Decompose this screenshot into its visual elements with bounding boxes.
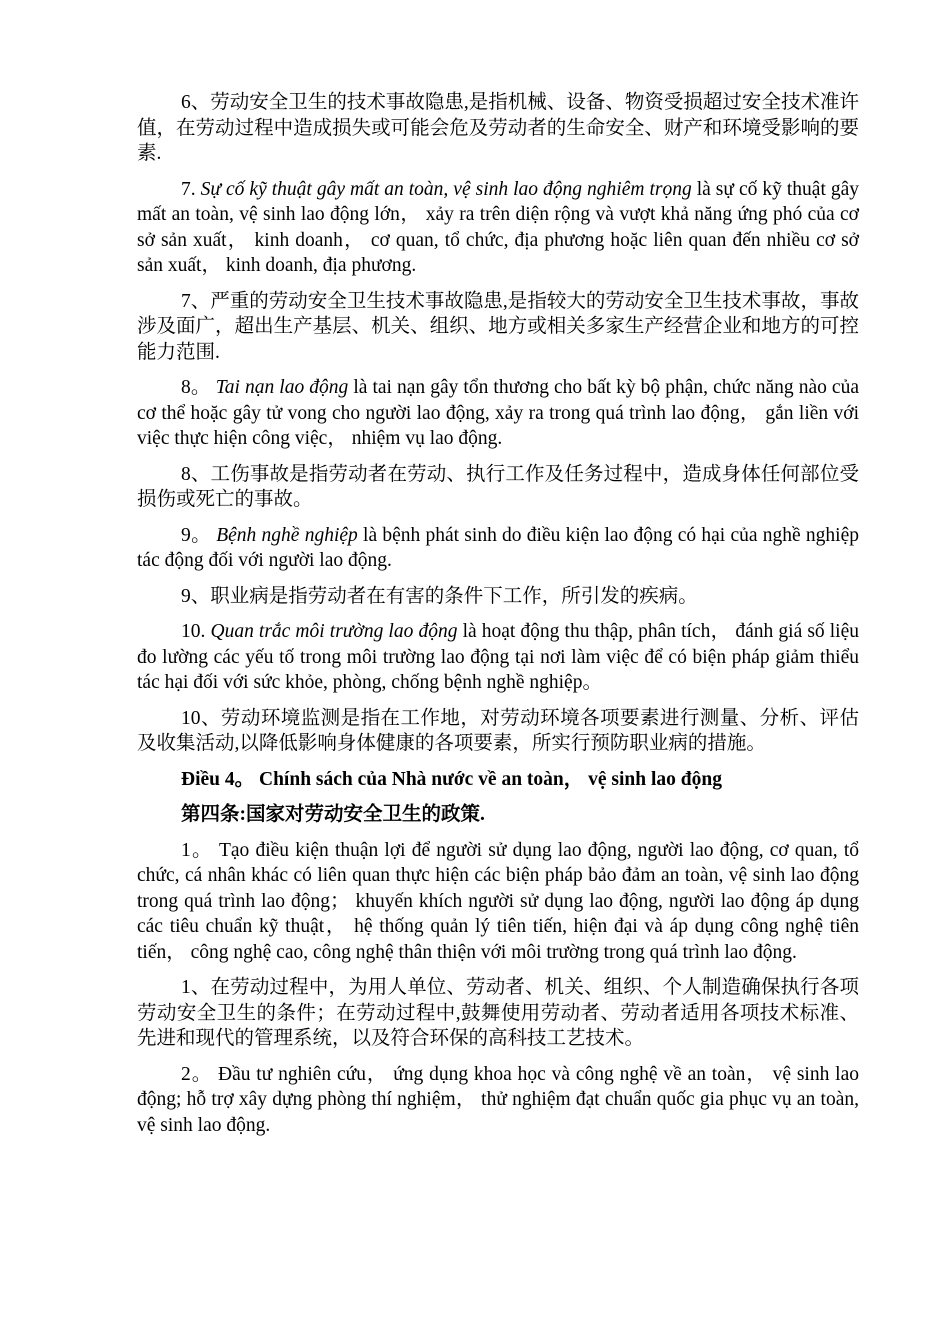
article-4-item-2-vi: 2。 Đầu tư nghiên cứu， ứng dụng khoa học và công nghệ về an toàn， vệ sinh lao động; hỗ trợ xây dựng phòng thí nghiệm， thử nghiệm đạt chuẩn quốc gia phục vụ an toàn, vệ sinh lao động. [137,1063,859,1136]
paragraph-10-zh: 10、劳动环境监测是指在工作地，对劳动环境各项要素进行测量、分析、评估及收集活动,以降低影响身体健康的各项要素，所实行预防职业病的措施。 [137,707,859,754]
article-4-item-1-zh: 1、在劳动过程中，为用人单位、劳动者、机关、组织、个人制造确保执行各项劳动安全卫生的条件；在劳动过程中,鼓舞使用劳动者、劳动者适用各项技术标准、先进和现代的管理系统，以及符合环保的高科技工艺技术。 [137,977,859,1049]
paragraph-8-vi: 8。 Tai nạn lao động là tai nạn gây tổn thương cho bất kỳ bộ phận, chức năng nào của cơ thể hoặc gây tử vong cho người lao động, xảy ra trong quá trình lao động， gắn liền với việc thực hiện công việc， nhiệm vụ lao động. [137,377,859,449]
paragraph-9-vi: 9。 Bệnh nghề nghiệp là bệnh phát sinh do điều kiện lao động có hại của nghề nghiệp tác động đối với người lao động. [137,524,859,571]
defined-term: Tai nạn lao động [215,377,349,398]
defined-term: Quan trắc môi trường lao động [210,621,458,642]
paragraph-8-zh: 8、工伤事故是指劳动者在劳动、执行工作及任务过程中，造成身体任何部位受损伤或死亡的事故。 [137,463,859,510]
paragraph-7-zh: 7、严重的劳动安全卫生技术事故隐患,是指较大的劳动安全卫生技术事故，事故涉及面广，超出生产基层、机关、组织、地方或相关多家生产经营企业和地方的可控能力范围. [137,290,859,363]
article-4-heading-vi: Điều 4。 Chính sách của Nhà nước về an toàn， vệ sinh lao động [181,768,722,790]
paragraph-7-vi: 7. Sự cố kỹ thuật gây mất an toàn, vệ sinh lao động nghiêm trọng là sự cố kỹ thuật gây mất an toàn, vệ sinh lao động lớn， xảy ra trên diện rộng và vượt khả năng ứng phó của cơ sở sản xuất， kinh doanh， cơ quan, tổ chức, địa phương hoặc liên quan đến nhiều cơ sở sản xuất， kinh doanh, địa phương. [137,178,860,276]
paragraph-6-zh: 6、劳动安全卫生的技术事故隐患,是指机械、设备、物资受损超过安全技术准许值，在劳动过程中造成损失或可能会危及劳动者的生命安全、财产和环境受影响的要素. [137,92,859,164]
paragraph-9-zh: 9、职业病是指劳动者在有害的条件下工作，所引发的疾病。 [181,585,698,607]
article-4-item-1-vi: 1。 Tạo điều kiện thuận lợi để người sử dụng lao động, người lao động, cơ quan, tổ chức, cá nhân khác có liên quan thực hiện các biện pháp bảo đảm an toàn, vệ sinh lao động trong quá trình lao động； khuyến khích người sử dụng lao động, người lao động áp dụng các tiêu chuẩn kỹ thuật， hệ thống quản lý tiên tiến, hiện đại và áp dụng công nghệ tiên tiến， công nghệ cao, công nghệ thân thiện với môi trường trong quá trình lao động. [137,839,859,963]
document-body [137,90,859,1148]
defined-term: Sự cố kỹ thuật gây mất an toàn, vệ sinh lao động nghiêm trọng [200,178,692,200]
article-4-heading-zh: 第四条:国家对劳动安全卫生的政策. [181,804,485,825]
paragraph-10-vi: 10. Quan trắc môi trường lao động là hoạt động thu thập, phân tích， đánh giá số liệu đo lường các yếu tố trong môi trường lao động tại nơi làm việc để có biện pháp giảm thiểu tác hại đối với sức khỏe, phòng, chống bệnh nghề nghiệp。 [137,621,860,693]
defined-term: Bệnh nghề nghiệp [216,524,358,546]
